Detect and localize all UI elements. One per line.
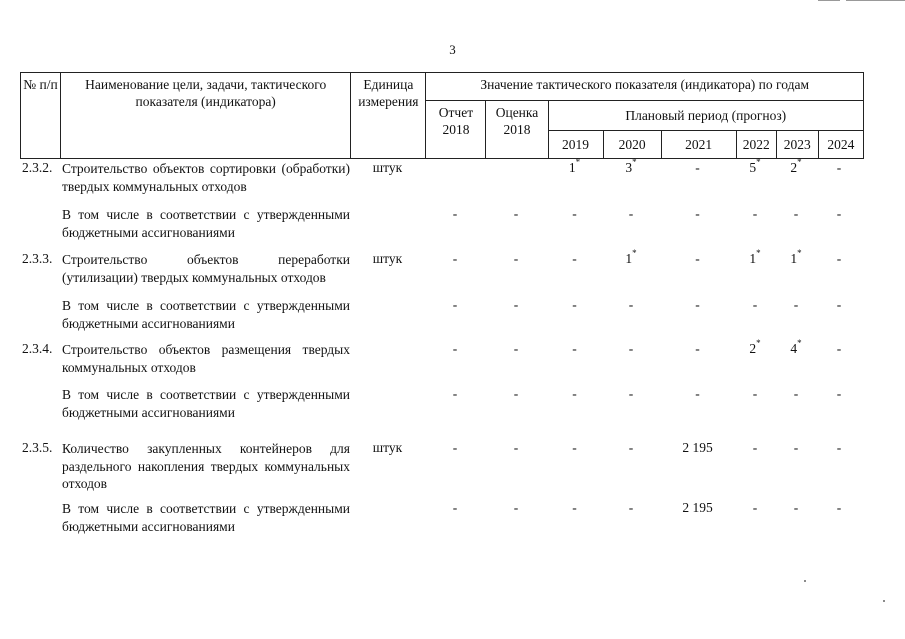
scan-edge-mark: [818, 0, 840, 1]
value-cell: -: [836, 440, 842, 455]
row-name: В том числе в соответствии с утвержденными бюджетными ассигнованиями: [62, 501, 350, 534]
value-cell: -: [513, 500, 519, 515]
table-header: [20, 72, 864, 159]
row-name: Строительство объектов переработки (утилизации) твердых коммунальных отходов: [62, 252, 350, 285]
row-name: В том числе в соответствии с утвержденными бюджетными ассигнованиями: [62, 298, 350, 331]
header-report: Отчет 2018: [426, 101, 486, 159]
value-cell: -: [513, 251, 519, 266]
value-cell: -: [628, 386, 634, 401]
value-cell: 2*: [790, 157, 802, 175]
row-name: Строительство объектов размещения твердых коммунальных отходов: [62, 342, 350, 375]
header-year: 2019: [548, 131, 603, 159]
value-cell: -: [628, 500, 634, 515]
value-cell: -: [752, 297, 758, 312]
scan-edge-mark: [846, 0, 905, 1]
value-cell: -: [572, 206, 577, 221]
row-name: Количество закупленных контейнеров для раздельного накопления твердых коммунальных отходов: [62, 441, 350, 491]
value-cell: -: [836, 160, 842, 175]
footnote-marker: *: [797, 338, 802, 348]
header-year: 2022: [736, 131, 776, 159]
value-cell: -: [695, 251, 700, 266]
value-cell: -: [452, 206, 458, 221]
footnote-marker: *: [797, 157, 802, 167]
value-cell: -: [513, 341, 519, 356]
value-cell: -: [452, 251, 458, 266]
header-num: № п/п: [21, 73, 61, 159]
value-cell: -: [836, 297, 842, 312]
value-cell: -: [695, 341, 700, 356]
row-unit: штук: [372, 440, 403, 455]
value-cell: 1*: [790, 248, 802, 266]
scan-speck: [883, 600, 885, 602]
row-number: 2.3.2.: [22, 160, 53, 175]
row-unit: штук: [372, 251, 403, 266]
header-estimate: Оценка 2018: [486, 101, 548, 159]
value-cell: -: [452, 386, 458, 401]
header-plan: Плановый период (прогноз): [548, 101, 863, 131]
value-cell: -: [752, 386, 758, 401]
footnote-marker: *: [632, 157, 637, 167]
value-cell: -: [513, 386, 519, 401]
value-cell: -: [572, 386, 577, 401]
value-cell: -: [836, 386, 842, 401]
footnote-marker: *: [632, 248, 637, 258]
value-cell: -: [836, 341, 842, 356]
value-cell: 1*: [625, 248, 637, 266]
value-cell: -: [628, 440, 634, 455]
value-cell: -: [836, 500, 842, 515]
header-values: Значение тактического показателя (индикатора) по годам: [426, 73, 864, 101]
scan-speck: [804, 580, 806, 582]
value-cell: -: [752, 500, 758, 515]
value-cell: 3*: [625, 157, 637, 175]
row-name: В том числе в соответствии с утвержденными бюджетными ассигнованиями: [62, 207, 350, 240]
value-cell: 2 195: [682, 500, 713, 515]
value-cell: 1*: [749, 248, 761, 266]
value-cell: -: [695, 386, 700, 401]
value-cell: -: [572, 251, 577, 266]
value-cell: -: [572, 500, 577, 515]
footnote-marker: *: [575, 157, 581, 167]
value-cell: 1*: [568, 157, 581, 175]
value-cell: 2*: [749, 338, 761, 356]
row-unit: штук: [372, 160, 403, 175]
value-cell: -: [695, 297, 700, 312]
value-cell: -: [752, 440, 758, 455]
value-cell: -: [793, 386, 799, 401]
footnote-marker: *: [756, 338, 761, 348]
header-year: 2021: [661, 131, 736, 159]
footnote-marker: *: [797, 248, 802, 258]
row-number: 2.3.5.: [22, 440, 53, 455]
footnote-marker: *: [756, 248, 761, 258]
value-cell: -: [452, 297, 458, 312]
row-name: В том числе в соответствии с утвержденными бюджетными ассигнованиями: [62, 387, 350, 420]
row-number: 2.3.3.: [22, 251, 53, 266]
value-cell: -: [572, 297, 577, 312]
header-year: 2024: [818, 131, 863, 159]
value-cell: -: [572, 440, 577, 455]
value-cell: -: [793, 440, 799, 455]
value-cell: -: [628, 297, 634, 312]
row-name: Строительство объектов сортировки (обработки) твердых коммунальных отходов: [62, 161, 350, 194]
header-name: Наименование цели, задачи, тактического показателя (индикатора): [61, 73, 351, 159]
row-number: 2.3.4.: [22, 341, 53, 356]
value-cell: -: [836, 206, 842, 221]
value-cell: 2 195: [682, 440, 713, 455]
header-unit: Единица измерения: [351, 73, 426, 159]
value-cell: -: [752, 206, 758, 221]
value-cell: -: [793, 500, 799, 515]
value-cell: -: [513, 297, 519, 312]
value-cell: -: [513, 206, 519, 221]
value-cell: 5*: [749, 157, 761, 175]
page-number: 3: [449, 42, 456, 57]
value-cell: -: [452, 341, 458, 356]
value-cell: -: [793, 206, 799, 221]
value-cell: -: [695, 160, 700, 175]
header-year: 2023: [776, 131, 818, 159]
header-year: 2020: [603, 131, 661, 159]
value-cell: -: [628, 341, 634, 356]
value-cell: -: [836, 251, 842, 266]
value-cell: -: [695, 206, 700, 221]
footnote-marker: *: [756, 157, 761, 167]
value-cell: 4*: [790, 338, 802, 356]
value-cell: -: [572, 341, 577, 356]
value-cell: -: [513, 440, 519, 455]
value-cell: -: [793, 297, 799, 312]
value-cell: -: [452, 440, 458, 455]
value-cell: -: [452, 500, 458, 515]
value-cell: -: [628, 206, 634, 221]
